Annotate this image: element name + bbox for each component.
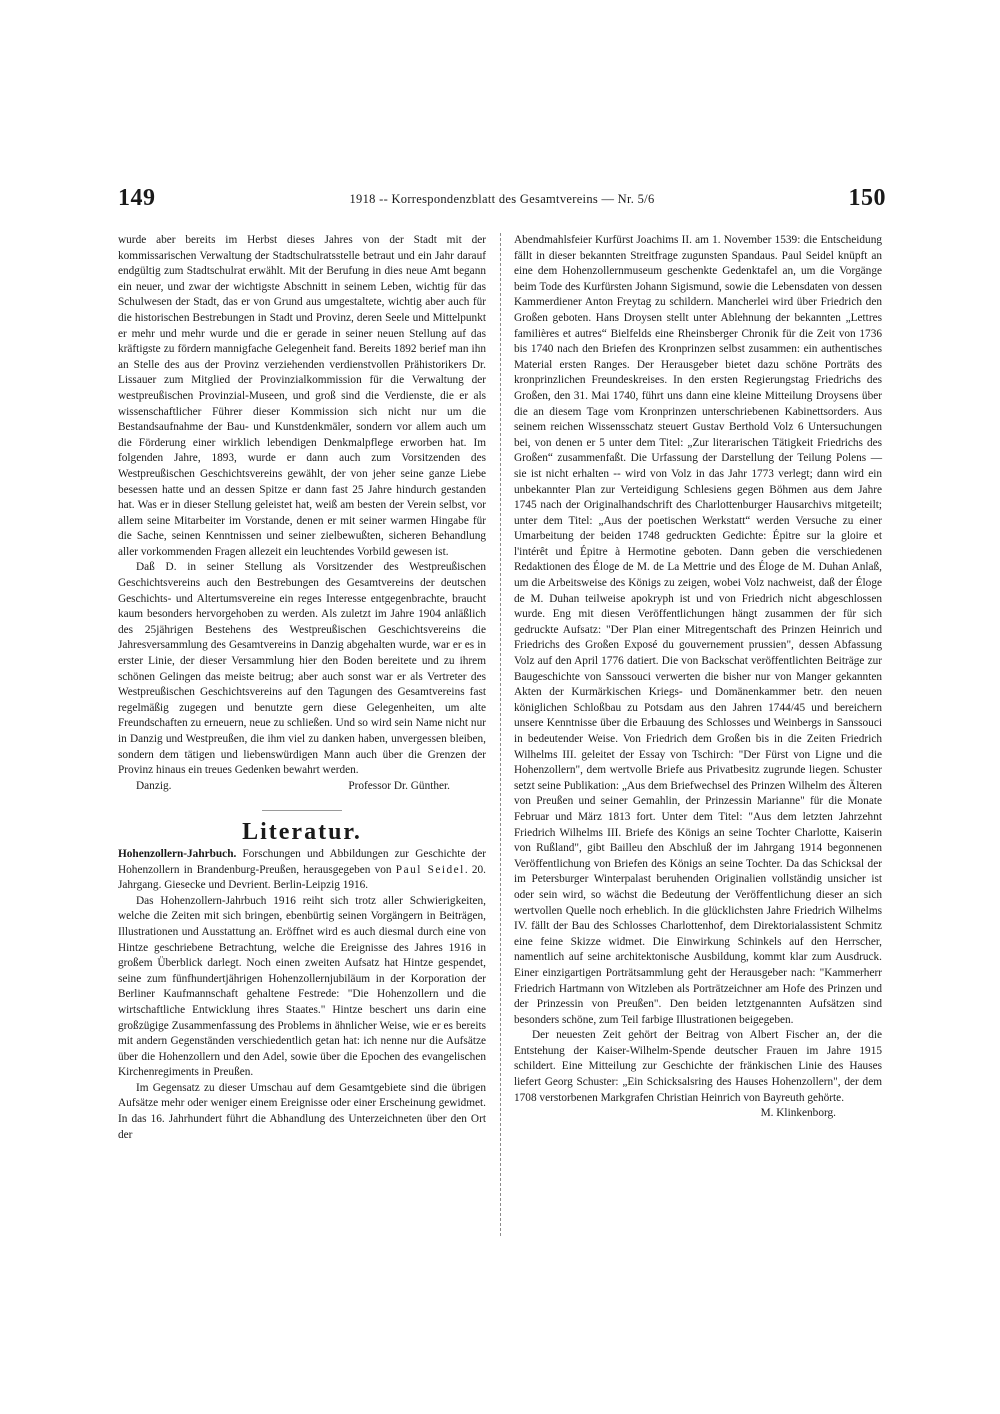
obituary-signature [118,779,486,795]
book-citation [118,847,486,894]
signature-author: Professor Dr. Günther. [348,779,450,792]
obituary-paragraph-2: Daß D. in seiner Stellung als Vorsitzender des Westpreußischen Geschichtsvereins auch den Bestrebungen des Gesamtvereins der deutschen Geschichts- und Altertumsvereine ein reges Interesse entgegenbrachte, braucht kaum besonders hervorgehoben zu werden. Als zuletzt im Jahre 1904 anläßlich des 25jährigen Bestehens des Westpreußischen Geschichtsvereins die Jahresversammlung des Gesamtvereins in Danzig abgehalten wurde, war er es in erster Linie, der dieser Versammlung hier den Boden bereitete und zu ihrem schönen Gelingen das meiste beitrug; aber auch sonst war er als Vertreter des Westpreußischen Geschichtsvereins auf den Tagungen des Gesamtvereins fast regelmäßig zugegen und benutzte gern diese Gelegenheiten, um alte Freundschaften zu erneuern, neue zu schließen. Und so wird sein Name nicht nur in Danzig und Westpreußen, die ihm viel zu danken haben, unvergessen bleiben, sondern dem tätigen und liebenswürdigen Mann auch über die Grenzen der Provinz hinaus ein treues Gedenken bewahrt werden. [118,561,486,777]
review-paragraph-1: Das Hohenzollern-Jahrbuch 1916 reiht sich trotz aller Schwierigkeiten, welche die Zeiten mit sich bringen, ebenbürtig seinen Vorgängern in Beiträgen, Illustrationen und Ausstattung an. Eröffnet wird es auch diesmal durch eine von Hintze geschriebene Betrachtung, welche die Ereignisse des Jahres 1916 in großem Überblick darlegt. Noch einen zweiten Aufsatz hat Hintze gespendet, seine zum fünfhundertjährigen Hohenzollernjubiläum in der Korporation der Berliner Kaufmannschaft gehaltene Festrede: "Die Hohenzollern und die wirtschaftliche Entwicklung ihres Staates." Hintze beschert uns darin eine großzügige Zusammenfassung des Problems in ähnlicher Weise, wie er es bereits mit andern Gegenständen verschiedentlich getan hat: ich nenne nur die Aufsätze über die Hohenzollern und den Adel, sowie über die Epochen des evangelischen Kirchenregiments in Preußen. [118,894,486,1079]
page-header [118,185,886,221]
right-column [514,233,882,1122]
book-description: Forschungen und Abbildungen zur Geschichte der Hohenzollern in Brandenburg-Preußen, herausgegeben von [118,847,486,876]
obituary-paragraph-1: wurde aber bereits im Herbst dieses Jahres von der Stadt mit der kommissarischen Verwaltung der Stadtschulratsstelle betraut und ein Jahr darauf endgültig zum Stadtschulrat erwählt. Mit der Berufung in dies neue Amt begann ein neuer, und zwar der wichtigste Abschnitt in seinem Leben, wichtig für das Schulwesen der Stadt, das er von Grund aus umgestaltete, wichtig aber auch für die historischen Bestrebungen in Stadt und Provinz, deren Seele und Mittelpunkt er mehr und mehr wurde und die er gerade in seiner neuen Stellung auf das kräftigste zu fördern mannigfache Gelegenheit fand. Bereits 1892 berief man ihn an Stelle des aus der Provinz verziehenden verdienstvollen Prähistorikers Dr. Lissauer zum Mitglied der Provinzialkommission für die Verwaltung der westpreußischen Provinzial-Museen, und groß sind die Verdienste, die er als wissenschaftlicher Führer dieser Kommission sich nicht nur um die Bestandsaufnahme der Bau- und Kunstdenkmäler, sondern vor allem auch um die Förderung einer wirklich lebendigen Denkmalpflege erworben hat. Im folgenden Jahre, 1893, wurde er dann auch zum Vorsitzenden des Westpreußischen Geschichtsvereins gewählt, der von jeher seine ganze Liebe besessen hatte und an dessen Spitze er dann fast 25 Jahre hindurch gestanden hat. Was er in dieser Stellung geleistet hat, weiß am besten der Verein selbst, vor allem seine Mitarbeiter im Vorstande, denen er mit seiner warmen Hingabe für die Sache, seinen Kenntnissen und seiner zielbewußten, sicheren Behandlung aller vorkommenden Fragen allezeit ein leuchtendes Vorbild gewesen ist. [118,234,486,558]
signature-place: Danzig. [136,779,172,792]
page-number-right: 150 [848,185,886,211]
left-column [118,233,486,1143]
review-signature: M. Klinkenborg. [760,1107,836,1120]
page-number-left: 149 [118,185,156,211]
book-title: Hohenzollern-Jahrbuch. [118,847,237,860]
review-paragraph-4: Der neuesten Zeit gehört der Beitrag von Albert Fischer an, der die Entstehung der Kaiser-Wilhelm-Spende deutscher Frauen im Jahre 1915 schildert. Eine Mitteilung zur Geschichte der fränkischen Linie des Hauses liefert Georg Schuster: „Ein Schicksalsring des Hauses Hohenzollern", der dem 1708 verstorbenen Markgrafen Christian Heinrich von Bayreuth gehörte. [514,1029,882,1104]
review-paragraph-2: Im Gegensatz zu dieser Umschau auf dem Gesamtgebiete sind die übrigen Aufsätze mehr oder weniger einem Ereignisse oder einer Erscheinung gewidmet. In das 16. Jahrhundert führt die Abhandlung des Unterzeichneten über den Ort der [118,1081,486,1141]
review-paragraph-3: Abendmahlsfeier Kurfürst Joachims II. am 1. November 1539: die Entscheidung fällt in dieser bekannten Streitfrage zugunsten Spandaus. Paul Seidel knüpft an eine dem Hohenzollernmuseum geschenkte Gedenktafel an, um die Vorgänge beim Tode des Kurfürsten Johann Sigismund, sowie die Lebensdaten von dessen Kammerdiener Anton Freytag zu schildern. Mancherlei wird über Friedrich den Großen geboten. Hans Droysen stellt unter Ablehnung der bekannten „Lettres familières et autres“ Bielfelds eine Rheinsberger Chronik für die Zeit von 1736 bis 1740 nach den Briefen des Kronprinzen selbst zusammen: ein authentisches Material ersten Ranges. Der Herausgeber bietet dazu schöne Porträts des kronprinzlichen Freundeskreises. In den ersten Regierungstag Friedrichs des Großen, den 31. Mai 1740, führt uns dann eine kleine Mitteilung Droysens über die an diesem Tage vom Kronprinzen unterschriebenen Kabinettsorders. Aus seinem reichen Wissensschatz steuert Gustav Berthold Volz 6 Untersuchungen bei, von denen er 5 unter dem Titel: „Zur literarischen Tätigkeit Friedrichs des Großen“ zusammenfaßt. Die Urfassung der Darstellung der Teilung Polens — sie ist nicht erhalten -- wird von Volz in das Jahr 1773 verlegt; dann wird ein unbekannter Plan zur Verteidigung Schlesiens gegen Böhmen aus dem Jahre 1745 nach der Originalhandschrift des Charlottenburger Hausarchivs mitgeteilt; unter dem Titel: „Aus der poetischen Werkstatt“ werden Versuche zu einer Umarbeitung der beiden 1748 gedruckten Gedichte: Épitre sur la gloire et l'intérêt und Épitre à Hermotine geboten. Dann geben die verschiedenen Redaktionen des Éloge de M. de La Mettrie und des Éloge de M. Duhan Anlaß, um die Arbeitsweise des Königs zu zeigen, wobei Volz nachweist, daß der Éloge de M. Duhan teilweise apokryph ist und von Friedrich nicht abgeschlossen wurde. Eng mit diesen Veröffentlichungen hängt zusammen der für sich gedruckte Aufsatz: "Der Plan einer Mitregentschaft des Prinzen Heinrich und Friedrichs des Großen Exposé du gouvernement prussien", dessen Abfassung Volz auf den April 1776 datiert. Die von Backschat veröffentlichten Beiträge zur Baugeschichte von Sanssouci verwerten die bisher nur von Manger gekannten Akten der Kurmärkischen Kriegs- und Domänenkammer betr. den neuen königlichen Schloßbau zu Potsdam aus den Jahren 1744/45 und bereichern unsere Kenntnisse über die Erbauung des Schlosses und Weinbergs in Sanssouci in bedeutender Weise. Von Friedrich dem Großen bis in die Zeiten Friedrich Wilhelms III. geleitet der Essay von Tschirch: "Der Fürst von Ligne und die Hohenzollern", dem wertvolle Briefe aus Privatbesitz zugrunde liegen. Schuster setzt seine Publikation: „Aus dem Briefwechsel des Prinzen Wilhelm des Älteren von Preußen und seiner Gemahlin, der Prinzessin Marianne" für die Monate Februar und März 1813 fort. Unter dem Titel: "Aus dem letzten Jahrzehnt Friedrich Wilhelms III. Briefe des Königs an seine Tochter Charlotte, Kaiserin von Rußland", gibt Bailleu den Abschluß der im Jahrgang 1914 begonnenen Veröffentlichung von Briefen des Königs an seine Tochter. Da das Schicksal der im Petersburger Winterpalast beruhenden Originalien vollständig unsicher ist oder sein wird, so wächst die Bedeutung der Veröffentlichung dieser an sich wertvollen Quelle noch erheblich. In die glücklichsten Jahre Friedrich Wilhelms IV. fällt der Bau des Schlosses Charlottenhof, dem Direktorialassistent Schmitz eine feine Skizze widmet. Die Einwirkung Schinkels auf den Herrscher, namentlich auf seine architektonische Ausbildung, kommt klar zum Ausdruck. Einer einzigartigen Porträtsammlung geht der Herausgeber nach: "Kammerherr Friedrich Hartmann von Witzleben als Porträtzeichner am Hofe des Prinzen und der Prinzessin von Preußen". Den beiden letztgenannten Aufsätzen sind besonders schöne, zum Teil farbige Illustrationen beigegeben. [514,234,882,1026]
book-editor: Paul Seidel [395,863,465,876]
section-title: Literatur. [242,819,362,846]
book-publication: . 20. Jahrgang. Giesecke und Devrient. Berlin-Leipzig 1916. [118,863,486,892]
column-divider [500,233,501,1236]
section-divider [262,810,342,811]
running-title: 1918 -- Korrespondenzblatt des Gesamtvereins — Nr. 5/6 [349,192,655,206]
